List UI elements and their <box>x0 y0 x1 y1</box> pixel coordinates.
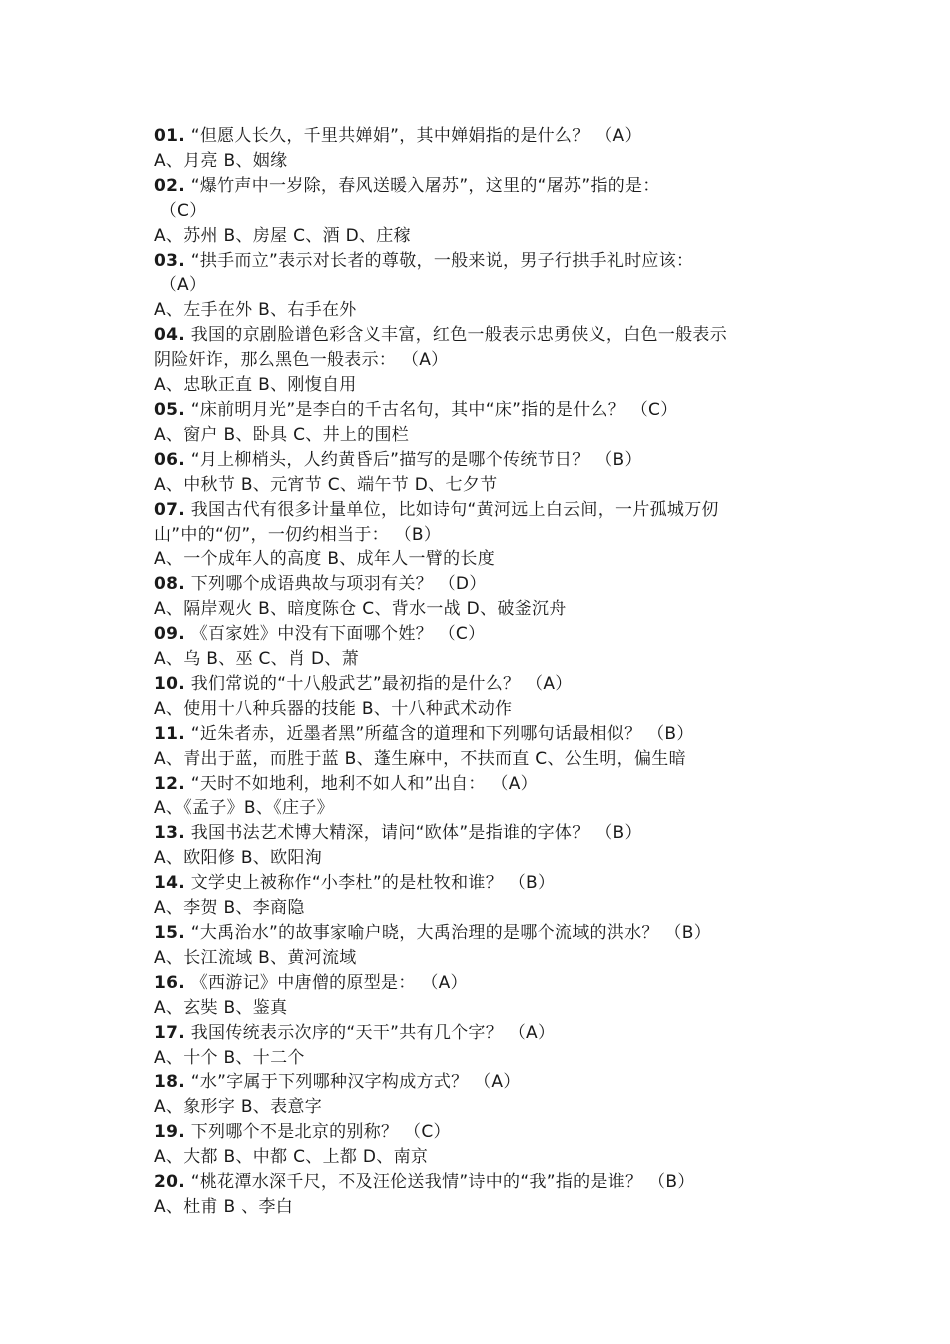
question-line: 下列哪个不是北京的别称？ （C） <box>185 1122 451 1143</box>
question-number: 14. <box>154 873 186 894</box>
answer-options: A、乌 B、巫 C、肖 D、萧 <box>154 649 359 670</box>
question-block <box>154 722 804 772</box>
question-text <box>154 1070 804 1095</box>
question-text <box>154 448 804 473</box>
question-line: （A） <box>154 275 207 296</box>
question-block <box>154 448 804 498</box>
question-text <box>154 498 804 523</box>
question-block <box>154 672 804 722</box>
question-text-continued <box>154 348 804 373</box>
question-block <box>154 124 804 174</box>
question-block <box>154 871 804 921</box>
question-line: “但愿人长久，千里共婵娟”，其中婵娟指的是什么？ （A） <box>185 126 642 146</box>
question-line: “桃花潭水深千尺，不及汪伦送我情”诗中的“我”指的是谁？ （B） <box>185 1172 695 1193</box>
question-block <box>154 498 804 573</box>
question-block <box>154 1021 804 1071</box>
question-number: 04. <box>154 325 186 346</box>
question-number: 08. <box>154 574 186 595</box>
question-line: 文学史上被称作“小李杜”的是杜牧和谁？ （B） <box>185 873 556 894</box>
question-block <box>154 772 804 822</box>
question-line: 《西游记》中唐僧的原型是： （A） <box>185 972 468 993</box>
answer-options: A、象形字 B、表意字 <box>154 1097 322 1118</box>
question-text-continued <box>154 523 804 548</box>
question-line: 阴险奸诈，那么黑色一般表示： （A） <box>154 350 449 371</box>
question-line: “月上柳梢头，人约黄昏后”描写的是哪个传统节日？ （B） <box>185 449 642 470</box>
question-text <box>154 398 804 423</box>
question-text <box>154 1170 804 1195</box>
question-text-continued <box>154 273 804 298</box>
question-block <box>154 1120 804 1170</box>
question-number: 18. <box>154 1072 186 1093</box>
question-number: 10. <box>154 673 186 694</box>
question-block <box>154 971 804 1021</box>
answer-options: A、一个成年人的高度 B、成年人一臂的长度 <box>154 549 495 570</box>
question-text <box>154 971 804 996</box>
question-text <box>154 124 804 149</box>
question-block <box>154 921 804 971</box>
question-block <box>154 323 804 398</box>
question-text <box>154 722 804 747</box>
question-line: 我国书法艺术博大精深，请问“欧体”是指谁的字体？ （B） <box>185 823 642 844</box>
question-number: 09. <box>154 624 186 645</box>
answer-options: A、《孟子》B、《庄子》 <box>154 798 334 819</box>
question-text <box>154 572 804 597</box>
question-number: 17. <box>154 1022 186 1043</box>
question-block <box>154 1070 804 1120</box>
question-block <box>154 821 804 871</box>
question-line: “近朱者赤，近墨者黑”所蕴含的道理和下列哪句话最相似？ （B） <box>185 723 694 744</box>
answer-options: A、李贺 B、李商隐 <box>154 898 305 919</box>
question-text-continued <box>154 199 804 224</box>
question-number: 13. <box>154 823 186 844</box>
answer-options: A、使用十八种兵器的技能 B、十八种武术动作 <box>154 698 513 719</box>
answer-options: A、忠耿正直 B、刚愎自用 <box>154 375 357 396</box>
question-line: （C） <box>154 200 207 221</box>
question-line: 我国古代有很多计量单位，比如诗句“黄河远上白云间，一片孤城万仞 <box>185 499 719 520</box>
answer-options: A、十个 B、十二个 <box>154 1047 305 1068</box>
question-line: “大禹治水”的故事家喻户晓，大禹治理的是哪个流域的洪水？ （B） <box>185 923 711 943</box>
question-line: “水”字属于下列哪种汉字构成方式？ （A） <box>185 1072 521 1093</box>
question-block <box>154 572 804 622</box>
question-text <box>154 622 804 647</box>
question-block <box>154 1170 804 1220</box>
question-text <box>154 1021 804 1046</box>
question-text <box>154 672 804 697</box>
question-block <box>154 174 804 249</box>
document-page <box>154 124 804 1220</box>
question-line: “拱手而立”表示对长者的尊敬，一般来说，男子行拱手礼时应该： <box>185 250 694 271</box>
question-line: “床前明月光”是李白的千古名句，其中“床”指的是什么？ （C） <box>185 399 678 420</box>
answer-options: A、玄奘 B、鉴真 <box>154 997 288 1018</box>
question-line: 山”中的“仞”，一仞约相当于： （B） <box>154 524 442 545</box>
answer-options: A、苏州 B、房屋 C、酒 D、庄稼 <box>154 225 411 246</box>
question-line: 《百家姓》中没有下面哪个姓？ （C） <box>185 624 486 645</box>
question-number: 06. <box>154 449 186 470</box>
question-text <box>154 921 804 946</box>
question-text <box>154 1120 804 1145</box>
answer-options: A、中秋节 B、元宵节 C、端午节 D、七夕节 <box>154 474 498 495</box>
question-line: 我国的京剧脸谱色彩含义丰富，红色一般表示忠勇侠义，白色一般表示 <box>185 325 728 346</box>
question-number: 16. <box>154 972 186 993</box>
question-line: 我们常说的“十八般武艺”最初指的是什么？ （A） <box>185 673 573 694</box>
answer-options: A、月亮 B、姻缘 <box>154 150 288 171</box>
answer-options: A、长江流域 B、黄河流域 <box>154 947 357 968</box>
question-line: “爆竹声中一岁除，春风送暖入屠苏”，这里的“屠苏”指的是： <box>185 175 660 196</box>
answer-options: A、左手在外 B、右手在外 <box>154 300 357 321</box>
question-text <box>154 323 804 348</box>
question-block <box>154 249 804 324</box>
question-number: 11. <box>154 723 186 744</box>
question-number: 07. <box>154 499 186 520</box>
question-number: 20. <box>154 1172 186 1193</box>
question-number: 05. <box>154 399 186 420</box>
answer-options: A、隔岸观火 B、暗度陈仓 C、背水一战 D、破釜沉舟 <box>154 599 567 620</box>
question-block <box>154 622 804 672</box>
question-number: 01. <box>154 126 186 146</box>
question-number: 12. <box>154 773 186 794</box>
question-text <box>154 174 804 199</box>
question-number: 03. <box>154 250 186 271</box>
question-text <box>154 871 804 896</box>
answer-options: A、窗户 B、卧具 C、井上的围栏 <box>154 424 410 445</box>
question-number: 02. <box>154 175 186 196</box>
question-text <box>154 772 804 797</box>
answer-options: A、青出于蓝，而胜于蓝 B、蓬生麻中，不扶而直 C、公生明，偏生暗 <box>154 748 686 769</box>
question-line: “天时不如地利，地利不如人和”出自： （A） <box>185 773 538 794</box>
question-number: 19. <box>154 1122 186 1143</box>
question-line: 我国传统表示次序的“天干”共有几个字？ （A） <box>185 1022 556 1043</box>
answer-options: A、欧阳修 B、欧阳洵 <box>154 848 322 869</box>
answer-options: A、杜甫 B 、李白 <box>154 1196 294 1217</box>
question-text <box>154 821 804 846</box>
answer-options: A、大都 B、中都 C、上都 D、南京 <box>154 1147 429 1168</box>
question-number: 15. <box>154 923 186 943</box>
question-text <box>154 249 804 274</box>
question-block <box>154 398 804 448</box>
question-line: 下列哪个成语典故与项羽有关？ （D） <box>185 574 487 595</box>
